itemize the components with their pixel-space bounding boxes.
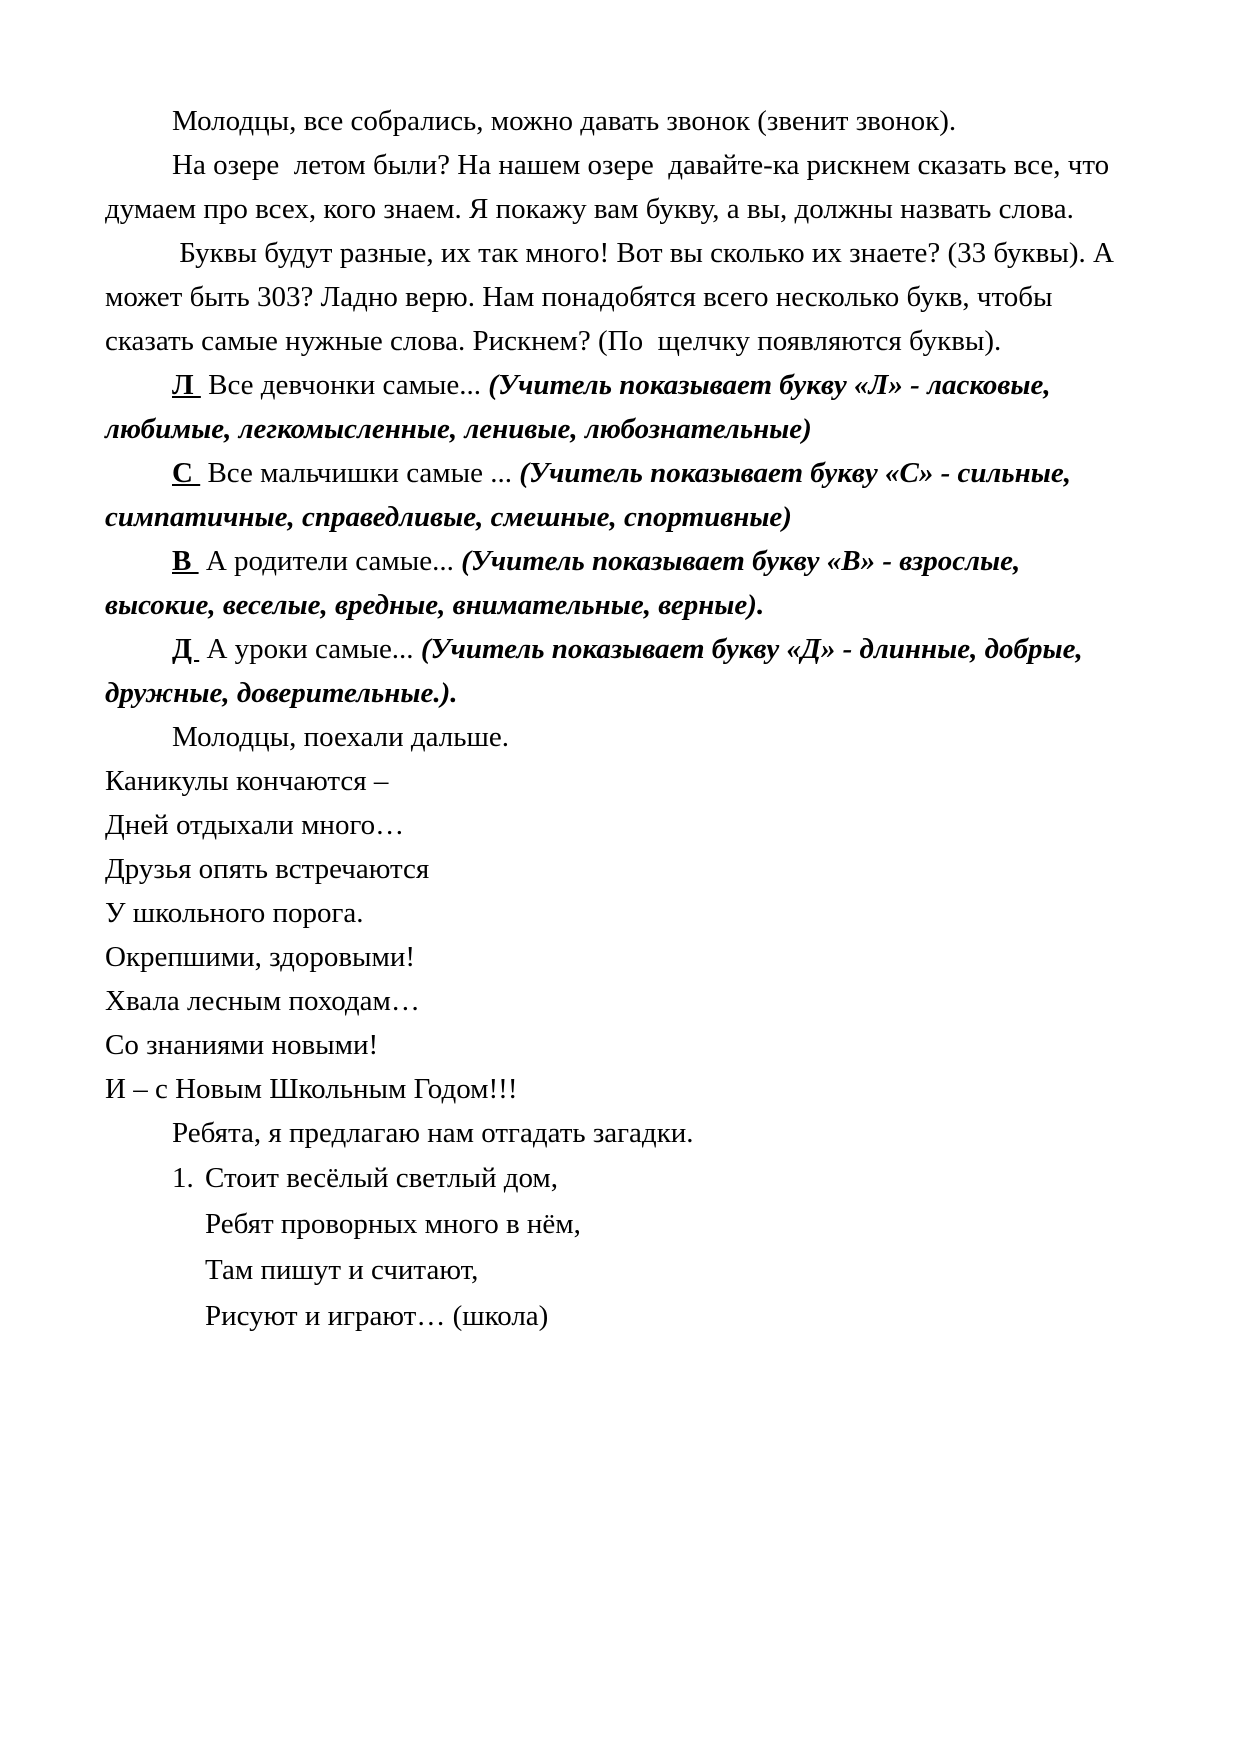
paragraph [105, 363, 1135, 451]
text-run: Молодцы, все собрались, можно давать звонок (звенит звонок). [172, 105, 957, 137]
paragraph [105, 891, 1135, 935]
paragraph [105, 231, 1135, 363]
list-number: 1. [172, 1162, 194, 1194]
text-run: Окрепшими, здоровыми! [105, 941, 416, 973]
paragraph [105, 715, 1135, 759]
paragraph [105, 627, 1135, 715]
text-run: И – с Новым Школьным Годом!!! [105, 1073, 518, 1105]
text-run: Каникулы кончаются – [105, 765, 389, 797]
riddle-line [105, 1201, 1135, 1247]
paragraph [105, 451, 1135, 539]
text-run: У школьного порога. [105, 897, 364, 929]
text-run: Стоит весёлый светлый дом, [205, 1162, 559, 1194]
text-run: Д [172, 633, 200, 665]
text-run: Хвала лесным походам… [105, 985, 420, 1017]
riddle-line [105, 1155, 1135, 1201]
paragraph [105, 935, 1135, 979]
text-run: (Учитель показывает букву «В» - взрослые, высокие, веселые, вредные, внимательные, верные). [105, 545, 1028, 621]
text-run: Ребята, я предлагаю нам отгадать загадки. [172, 1117, 694, 1149]
text-run: Ребят проворных много в нём, [205, 1208, 581, 1240]
text-run: А родители самые... [198, 545, 462, 577]
paragraph [105, 803, 1135, 847]
paragraph [105, 847, 1135, 891]
paragraph [105, 143, 1135, 231]
riddle-line [105, 1293, 1135, 1339]
paragraph [105, 759, 1135, 803]
text-run: (Учитель показывает букву «Л» - ласковые, любимые, легкомысленные, ленивые, любознательные) [105, 369, 1058, 445]
paragraph [105, 539, 1135, 627]
text-run: Дней отдыхали много… [105, 809, 405, 841]
text-run: Молодцы, поехали дальше. [172, 721, 509, 753]
paragraph [105, 979, 1135, 1023]
text-run: Друзья опять встречаются [105, 853, 430, 885]
text-run: Все мальчишки самые ... [200, 457, 520, 489]
text-run: (Учитель показывает букву «Д» - длинные, добрые, дружные, доверительные.). [105, 633, 1090, 709]
text-run: Там пишут и считают, [205, 1254, 479, 1286]
paragraph [105, 1067, 1135, 1111]
paragraph [105, 99, 1135, 143]
text-run: (Учитель показывает букву «С» - сильные, симпатичные, справедливые, смешные, спортивные) [105, 457, 1079, 533]
text-run: Все девчонки самые... [200, 369, 489, 401]
riddle-list-item [105, 1155, 1135, 1339]
text-run: Л [172, 369, 201, 401]
text-run: Буквы будут разные, их так много! Вот вы сколько их знаете? (33 буквы). А может быть 303? Ладно верю. Нам понадобятся всего несколько букв, чтобы сказать самые нужные слова. Рискнем? (По щелчку появляются буквы). [105, 237, 1122, 357]
text-run: Со знаниями новыми! [105, 1029, 379, 1061]
paragraph [105, 1023, 1135, 1067]
paragraph [105, 1111, 1135, 1155]
riddle-line [105, 1247, 1135, 1293]
text-run: На озере летом были? На нашем озере давайте-ка рискнем сказать все, что думаем про всех, кого знаем. Я покажу вам букву, а вы, должны назвать слова. [105, 149, 1117, 225]
document-body [105, 99, 1135, 1339]
text-run: А уроки самые... [199, 633, 421, 665]
text-run: С [172, 457, 201, 489]
text-run: Рисуют и играют… (школа) [205, 1300, 549, 1332]
text-run: В [172, 545, 199, 577]
